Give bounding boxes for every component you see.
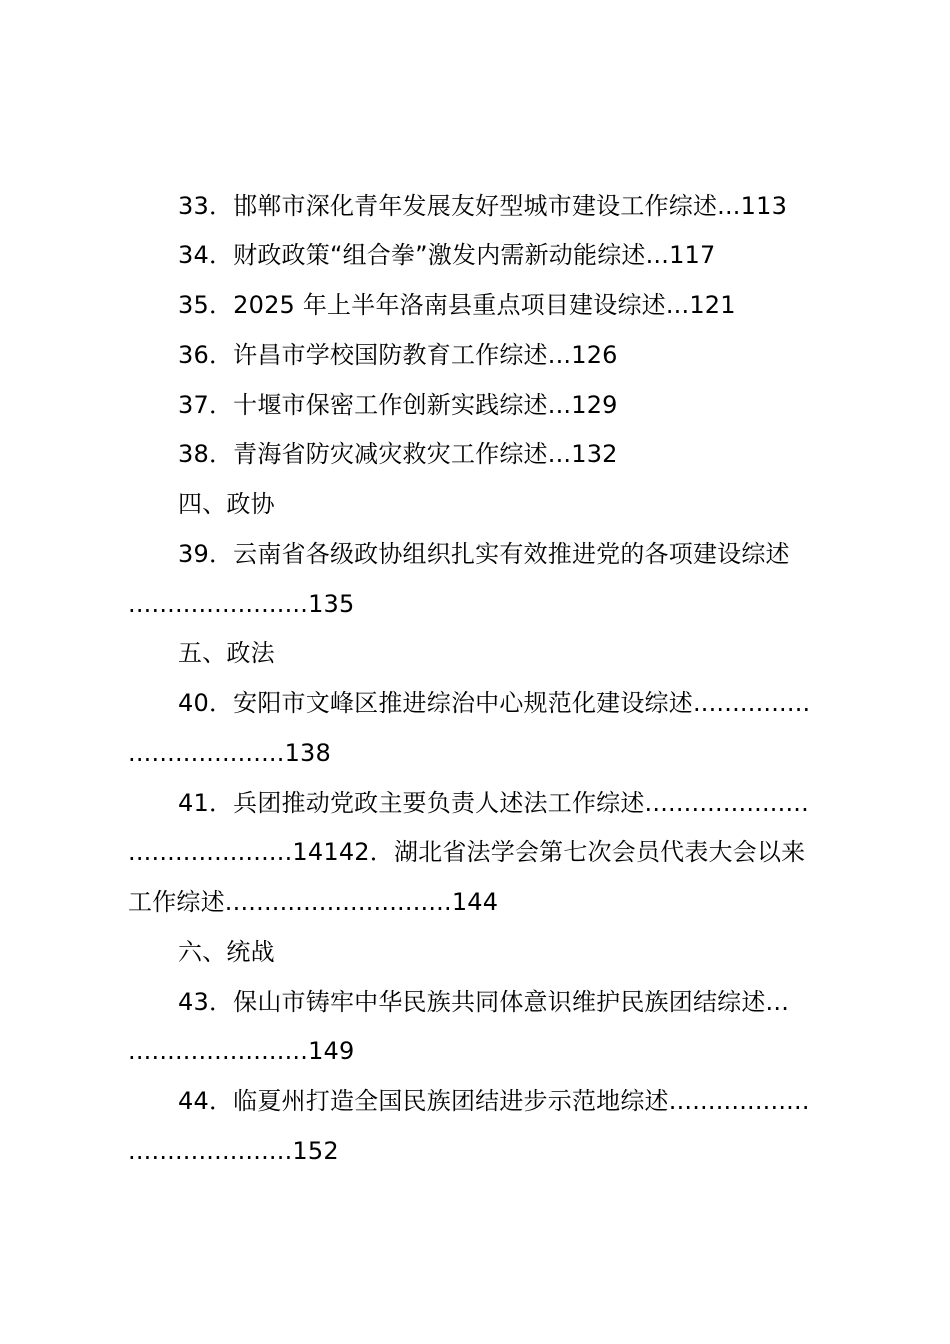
toc-entry-39: 39．云南省各级政协组织扎实有效推进党的各项建设综述	[178, 540, 790, 568]
toc-entry-43: 43．保山市铸牢中华民族共同体意识维护民族团结综述...	[178, 988, 790, 1016]
toc-entry-36: 36．许昌市学校国防教育工作综述...126	[178, 341, 618, 369]
toc-entry-37: 37．十堰市保密工作创新实践综述...129	[178, 391, 618, 419]
toc-section-6: 六、统战	[178, 938, 275, 966]
toc-entry-35: 35．2025 年上半年洛南县重点项目建设综述...121	[178, 291, 736, 319]
toc-entry-34: 34．财政政策“组合拳”激发内需新动能综述...117	[178, 241, 716, 269]
toc-entry-41: 41．兵团推动党政主要负责人述法工作综述.....................	[178, 789, 809, 817]
toc-entry-44: 44．临夏州打造全国民族团结进步示范地综述..................	[178, 1087, 810, 1115]
toc-entry-40: 40．安阳市文峰区推进综治中心规范化建设综述...............	[178, 689, 811, 717]
toc-section-4: 四、政协	[178, 490, 275, 518]
toc-entry-39-cont: .......................135	[128, 590, 355, 618]
toc-entry-42-cont: 工作综述.............................144	[128, 888, 499, 916]
toc-section-5: 五、政法	[178, 639, 275, 667]
toc-entry-44-cont: .....................152	[128, 1137, 339, 1165]
toc-entry-38: 38．青海省防灾减灾救灾工作综述...132	[178, 440, 618, 468]
toc-entry-40-cont: ....................138	[128, 739, 331, 767]
toc-entry-41-cont: .....................14142．湖北省法学会第七次会员代表大会以来	[128, 838, 806, 866]
toc-entry-33: 33．邯郸市深化青年发展友好型城市建设工作综述...113	[178, 192, 788, 220]
toc-entry-43-cont: .......................149	[128, 1037, 355, 1065]
